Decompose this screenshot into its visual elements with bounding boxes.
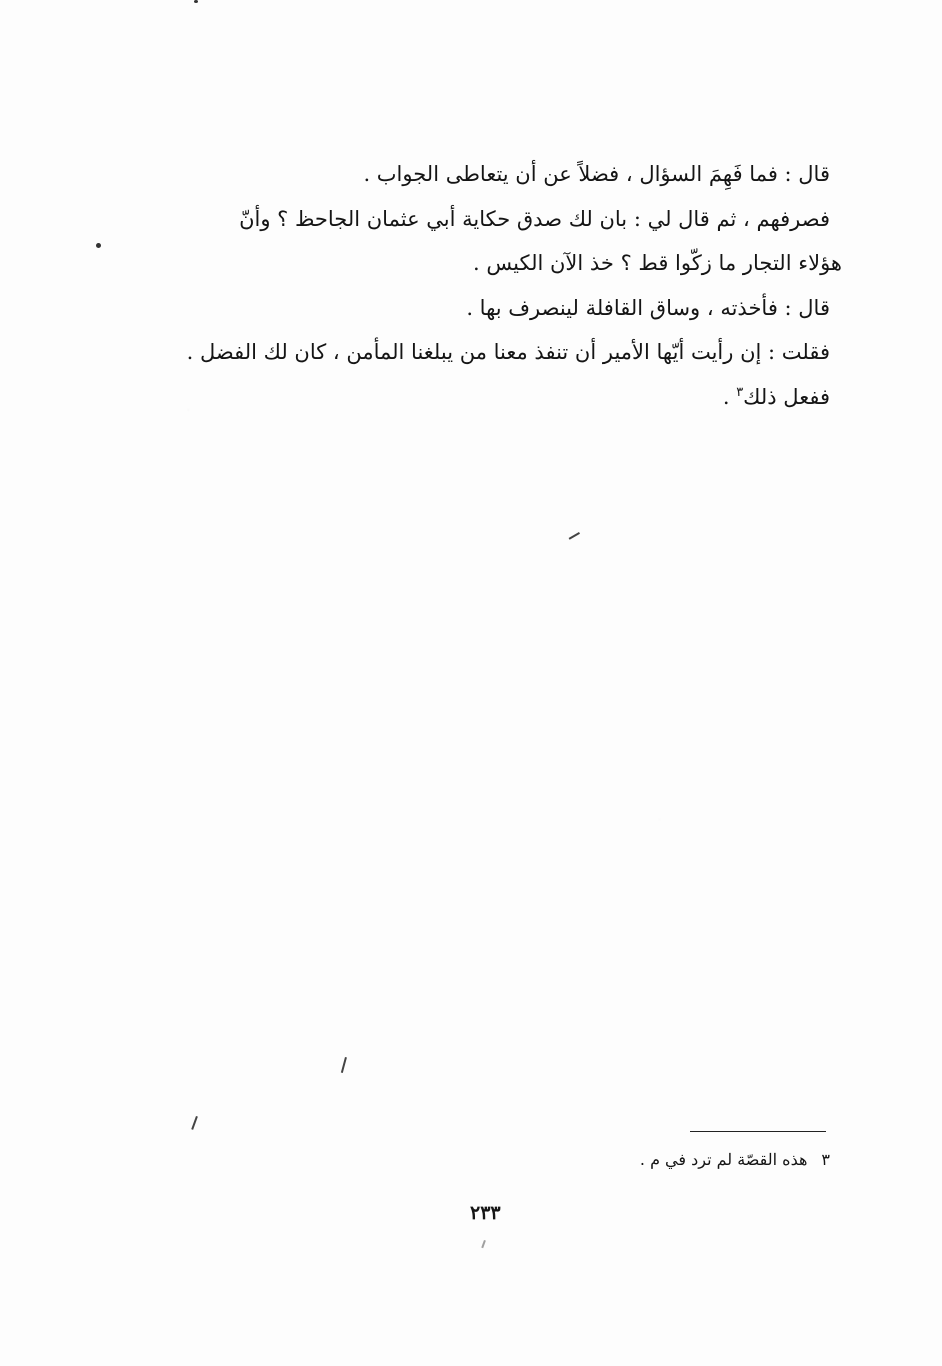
text-line-5: فقلت : إن رأيت أيّها الأمير أن تنفذ معنا من يبلغنا المأمن ، كان لك الفضل . xyxy=(186,340,830,364)
scan-speck xyxy=(96,243,101,248)
scan-scratch xyxy=(569,532,580,539)
scan-scratch xyxy=(341,1057,347,1073)
footnote-reference: ٣ xyxy=(736,384,744,400)
text-line-6-end: . xyxy=(722,384,737,409)
body-text xyxy=(160,152,842,419)
text-line-2: فصرفهم ، ثم قال لي : بان لك صدق حكاية أبي عثمان الجاحظ ؟ وأنّ xyxy=(239,206,830,231)
text-line-6-content: ففعل ذلك xyxy=(743,384,830,409)
scan-speck xyxy=(194,0,198,3)
text-line-4: قال : فأخذته ، وساق القافلة لينصرف بها . xyxy=(466,295,830,320)
text-line-6 xyxy=(160,375,830,420)
scan-scratch xyxy=(191,1116,197,1130)
page-number: ٢٣٣ xyxy=(470,1202,501,1224)
text-line-3: هؤلاء التجار ما زكّوا قط ؟ خذ الآن الكيس . xyxy=(473,251,842,275)
footnote-divider xyxy=(690,1131,826,1132)
footnote-number: ٣ xyxy=(821,1150,830,1169)
footnote xyxy=(640,1146,830,1174)
footnote-text: هذه القصّة لم ترد في م . xyxy=(639,1150,808,1169)
scan-scratch xyxy=(481,1240,485,1248)
text-line-1: قال : فما فَهِمَ السؤال ، فضلاً عن أن يتعاطى الجواب . xyxy=(363,162,830,186)
